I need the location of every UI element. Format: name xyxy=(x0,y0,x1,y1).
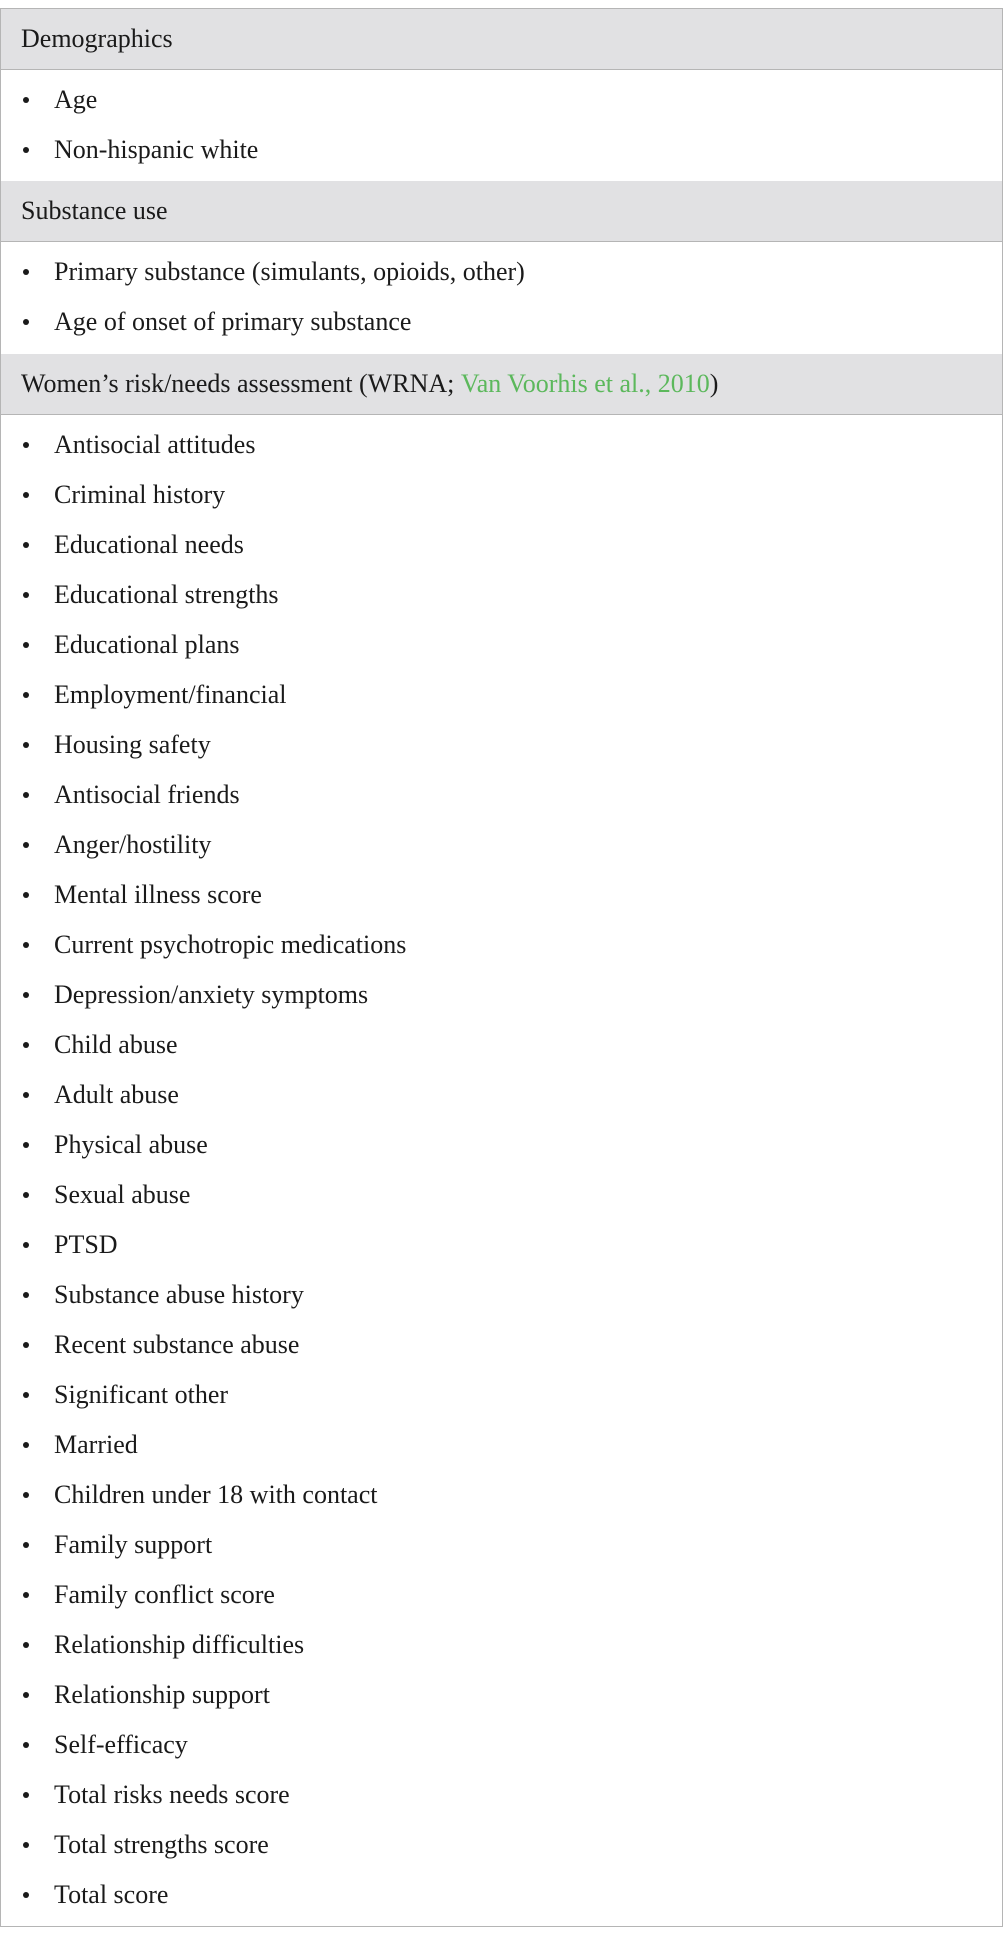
item-label: Total score xyxy=(54,1880,169,1909)
section-header xyxy=(1,9,1002,70)
list-item xyxy=(1,1770,1002,1820)
list-item xyxy=(1,870,1002,920)
section-body xyxy=(1,242,1002,354)
item-label: Non-hispanic white xyxy=(54,135,259,164)
bullet-icon xyxy=(23,1592,29,1598)
item-label: Criminal history xyxy=(54,480,226,509)
item-label: Mental illness score xyxy=(54,880,262,909)
bullet-icon xyxy=(23,319,29,325)
item-label: Family support xyxy=(54,1530,213,1559)
bullet-icon xyxy=(23,1892,29,1898)
item-label: Antisocial attitudes xyxy=(54,430,256,459)
bullet-icon xyxy=(23,1742,29,1748)
bullet-icon xyxy=(23,1142,29,1148)
bullet-icon xyxy=(23,792,29,798)
bullet-icon xyxy=(23,542,29,548)
list-item xyxy=(1,670,1002,720)
list-item xyxy=(1,1870,1002,1920)
item-label: Significant other xyxy=(54,1380,229,1409)
item-label: Primary substance (simulants, opioids, other) xyxy=(54,257,525,286)
list-item xyxy=(1,420,1002,470)
section-header xyxy=(1,181,1002,242)
item-label: Self-efficacy xyxy=(54,1730,188,1759)
bullet-icon xyxy=(23,742,29,748)
item-list xyxy=(1,75,1002,175)
bullet-icon xyxy=(23,442,29,448)
section-wrna xyxy=(1,354,1002,1926)
list-item xyxy=(1,820,1002,870)
bullet-icon xyxy=(23,1042,29,1048)
list-item xyxy=(1,1320,1002,1370)
list-item xyxy=(1,1820,1002,1870)
variables-table xyxy=(0,8,1003,1927)
item-label: Age of onset of primary substance xyxy=(54,307,412,336)
item-label: Substance abuse history xyxy=(54,1280,304,1309)
item-label: PTSD xyxy=(54,1230,118,1259)
item-label: Child abuse xyxy=(54,1030,178,1059)
item-label: Children under 18 with contact xyxy=(54,1480,378,1509)
item-label: Depression/anxiety symptoms xyxy=(54,980,369,1009)
list-item xyxy=(1,570,1002,620)
section-substance-use xyxy=(1,181,1002,354)
list-item xyxy=(1,520,1002,570)
bullet-icon xyxy=(23,642,29,648)
list-item xyxy=(1,1220,1002,1270)
bullet-icon xyxy=(23,1492,29,1498)
list-item xyxy=(1,620,1002,670)
bullet-icon xyxy=(23,992,29,998)
item-label: Current psychotropic medications xyxy=(54,930,407,959)
bullet-icon xyxy=(23,1842,29,1848)
list-item xyxy=(1,1270,1002,1320)
item-label: Total strengths score xyxy=(54,1830,269,1859)
list-item xyxy=(1,1420,1002,1470)
bullet-icon xyxy=(23,1642,29,1648)
list-item xyxy=(1,1670,1002,1720)
list-item xyxy=(1,720,1002,770)
section-title: Substance use xyxy=(21,196,168,225)
list-item xyxy=(1,1520,1002,1570)
bullet-icon xyxy=(23,1242,29,1248)
item-label: Educational needs xyxy=(54,530,244,559)
bullet-icon xyxy=(23,942,29,948)
item-label: Adult abuse xyxy=(54,1080,179,1109)
item-list xyxy=(1,247,1002,347)
item-label: Relationship difficulties xyxy=(54,1630,305,1659)
bullet-icon xyxy=(23,892,29,898)
list-item xyxy=(1,1020,1002,1070)
list-item xyxy=(1,470,1002,520)
bullet-icon xyxy=(23,1792,29,1798)
bullet-icon xyxy=(23,1442,29,1448)
bullet-icon xyxy=(23,1092,29,1098)
item-label: Educational plans xyxy=(54,630,240,659)
bullet-icon xyxy=(23,1542,29,1548)
bullet-icon xyxy=(23,842,29,848)
bullet-icon xyxy=(23,147,29,153)
bullet-icon xyxy=(23,1292,29,1298)
item-label: Total risks needs score xyxy=(54,1780,290,1809)
section-demographics xyxy=(1,9,1002,181)
item-label: Educational strengths xyxy=(54,580,279,609)
item-label: Family conflict score xyxy=(54,1580,275,1609)
item-label: Age xyxy=(54,85,98,114)
list-item xyxy=(1,1070,1002,1120)
item-label: Antisocial friends xyxy=(54,780,240,809)
item-list xyxy=(1,420,1002,1920)
section-title: Demographics xyxy=(21,24,173,53)
list-item xyxy=(1,970,1002,1020)
list-item xyxy=(1,1720,1002,1770)
item-label: Married xyxy=(54,1430,138,1459)
section-body xyxy=(1,415,1002,1926)
item-label: Physical abuse xyxy=(54,1130,208,1159)
list-item xyxy=(1,1620,1002,1670)
bullet-icon xyxy=(23,269,29,275)
bullet-icon xyxy=(23,97,29,103)
section-body xyxy=(1,70,1002,181)
section-title-suffix: ) xyxy=(709,369,719,398)
bullet-icon xyxy=(23,692,29,698)
bullet-icon xyxy=(23,1392,29,1398)
list-item xyxy=(1,920,1002,970)
citation-link[interactable]: Van Voorhis et al., 2010 xyxy=(460,369,710,398)
list-item xyxy=(1,297,1002,347)
list-item xyxy=(1,1570,1002,1620)
bullet-icon xyxy=(23,492,29,498)
list-item xyxy=(1,1370,1002,1420)
item-label: Anger/hostility xyxy=(54,830,212,859)
list-item xyxy=(1,1170,1002,1220)
section-title-prefix: Women’s risk/needs assessment (WRNA; xyxy=(21,369,461,398)
bullet-icon xyxy=(23,1192,29,1198)
list-item xyxy=(1,1470,1002,1520)
list-item xyxy=(1,125,1002,175)
bullet-icon xyxy=(23,1692,29,1698)
bullet-icon xyxy=(23,592,29,598)
item-label: Sexual abuse xyxy=(54,1180,191,1209)
item-label: Relationship support xyxy=(54,1680,270,1709)
item-label: Recent substance abuse xyxy=(54,1330,300,1359)
section-header xyxy=(1,354,1002,415)
list-item xyxy=(1,75,1002,125)
list-item xyxy=(1,247,1002,297)
item-label: Housing safety xyxy=(54,730,211,759)
bullet-icon xyxy=(23,1342,29,1348)
item-label: Employment/financial xyxy=(54,680,287,709)
list-item xyxy=(1,770,1002,820)
list-item xyxy=(1,1120,1002,1170)
